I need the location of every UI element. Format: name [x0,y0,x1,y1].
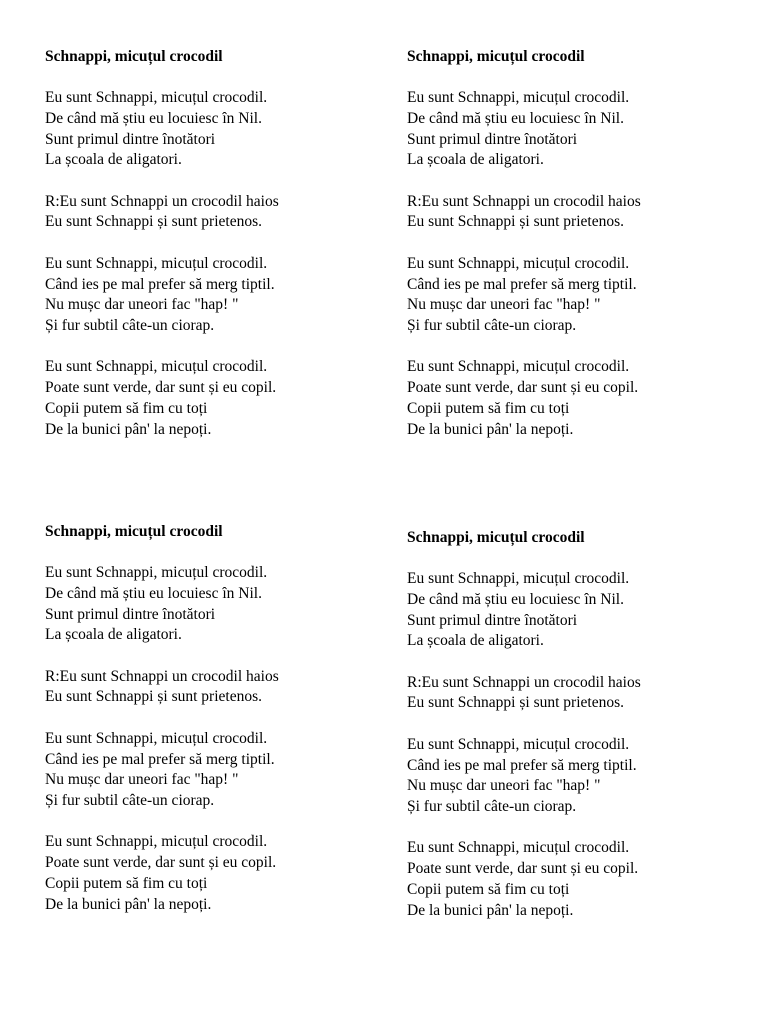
song-title: Schnappi, micuțul crocodil [45,523,223,540]
lyric-line: Eu sunt Schnappi, micuțul crocodil. [407,89,630,106]
lyric-line: Eu sunt Schnappi, micuțul crocodil. [45,89,268,106]
lyric-line: Când ies pe mal prefer să merg tiptil. [407,756,637,774]
lyric-line: Copii putem să fim cu toți [45,400,208,418]
lyrics-block-bottom-right [407,528,747,942]
lyrics-block-top-left [45,47,385,461]
lyric-line: Nu mușc dar uneori fac "hap! " [407,777,601,795]
lyric-line: Când ies pe mal prefer să merg tiptil. [407,275,637,293]
lyric-line: R:Eu sunt Schnappi un crocodil haios [45,192,279,210]
verse [45,88,385,171]
song-title: Schnappi, micuțul crocodil [407,529,585,546]
lyric-line: Eu sunt Schnappi, micuțul crocodil. [45,358,268,376]
refrain [407,673,747,715]
lyric-line: Eu sunt Schnappi, micuțul crocodil. [45,254,268,272]
lyric-line: Sunt primul dintre înotători [407,130,578,148]
verse [407,735,747,818]
lyrics-block-bottom-left [45,522,385,936]
lyric-line: Sunt primul dintre înotători [407,611,578,629]
lyric-line: La școala de aligatori. [45,626,182,644]
refrain [45,192,385,234]
lyric-line: Când ies pe mal prefer să merg tiptil. [45,750,275,768]
lyric-line: Poate sunt verde, dar sunt și eu copil. [407,379,639,397]
lyric-line: Copii putem să fim cu toți [407,881,570,899]
lyric-line: Nu mușc dar uneori fac "hap! " [45,296,239,314]
lyric-line: De la bunici pân' la nepoți. [45,895,212,913]
lyric-line: Eu sunt Schnappi și sunt prietenos. [407,213,624,231]
lyric-line: De când mă știu eu locuiesc în Nil. [45,109,262,127]
lyric-line: De la bunici pân' la nepoți. [407,420,574,438]
song-title: Schnappi, micuțul crocodil [407,48,585,65]
verse [45,729,385,812]
lyric-line: De la bunici pân' la nepoți. [45,420,212,438]
lyric-line: Eu sunt Schnappi, micuțul crocodil. [407,358,630,376]
lyric-line: De când mă știu eu locuiesc în Nil. [407,590,624,608]
lyric-line: Eu sunt Schnappi, micuțul crocodil. [45,833,268,851]
lyric-line: Eu sunt Schnappi și sunt prietenos. [45,213,262,231]
lyric-line: Sunt primul dintre înotători [45,130,216,148]
lyric-line: Eu sunt Schnappi, micuțul crocodil. [407,570,630,587]
lyric-line: Copii putem să fim cu toți [407,400,570,418]
verse [45,832,385,915]
verse [407,357,747,440]
lyric-line: De când mă știu eu locuiesc în Nil. [407,109,624,127]
lyric-line: Și fur subtil câte-un ciorap. [407,798,577,816]
lyric-line: Eu sunt Schnappi, micuțul crocodil. [45,729,268,747]
verse [45,563,385,646]
lyric-line: Poate sunt verde, dar sunt și eu copil. [45,379,277,397]
lyric-line: Și fur subtil câte-un ciorap. [45,317,215,335]
lyric-line: Sunt primul dintre înotători [45,605,216,623]
verse [407,254,747,337]
lyric-line: R:Eu sunt Schnappi un crocodil haios [45,667,279,685]
lyric-line: Eu sunt Schnappi, micuțul crocodil. [407,735,630,753]
refrain [45,667,385,709]
lyrics-block-top-right [407,47,747,461]
lyric-line: Și fur subtil câte-un ciorap. [45,792,215,810]
lyric-line: Eu sunt Schnappi și sunt prietenos. [407,694,624,712]
lyric-line: Când ies pe mal prefer să merg tiptil. [45,275,275,293]
lyric-line: La școala de aligatori. [407,151,544,169]
lyric-line: Poate sunt verde, dar sunt și eu copil. [407,860,639,878]
verse [407,838,747,921]
lyric-line: Nu mușc dar uneori fac "hap! " [45,771,239,789]
lyric-line: De când mă știu eu locuiesc în Nil. [45,584,262,602]
verse [407,569,747,652]
lyric-line: La școala de aligatori. [45,151,182,169]
lyric-line: Copii putem să fim cu toți [45,875,208,893]
lyric-line: La școala de aligatori. [407,632,544,650]
lyric-line: R:Eu sunt Schnappi un crocodil haios [407,192,641,210]
refrain [407,192,747,234]
lyric-line: Și fur subtil câte-un ciorap. [407,317,577,335]
lyric-line: De la bunici pân' la nepoți. [407,901,574,919]
verse [407,88,747,171]
lyric-line: Nu mușc dar uneori fac "hap! " [407,296,601,314]
lyric-line: Poate sunt verde, dar sunt și eu copil. [45,854,277,872]
lyric-line: Eu sunt Schnappi, micuțul crocodil. [407,839,630,857]
verse [45,254,385,337]
lyric-line: Eu sunt Schnappi, micuțul crocodil. [45,564,268,581]
verse [45,357,385,440]
song-title: Schnappi, micuțul crocodil [45,48,223,65]
lyric-line: R:Eu sunt Schnappi un crocodil haios [407,673,641,691]
lyric-line: Eu sunt Schnappi, micuțul crocodil. [407,254,630,272]
lyric-line: Eu sunt Schnappi și sunt prietenos. [45,688,262,706]
